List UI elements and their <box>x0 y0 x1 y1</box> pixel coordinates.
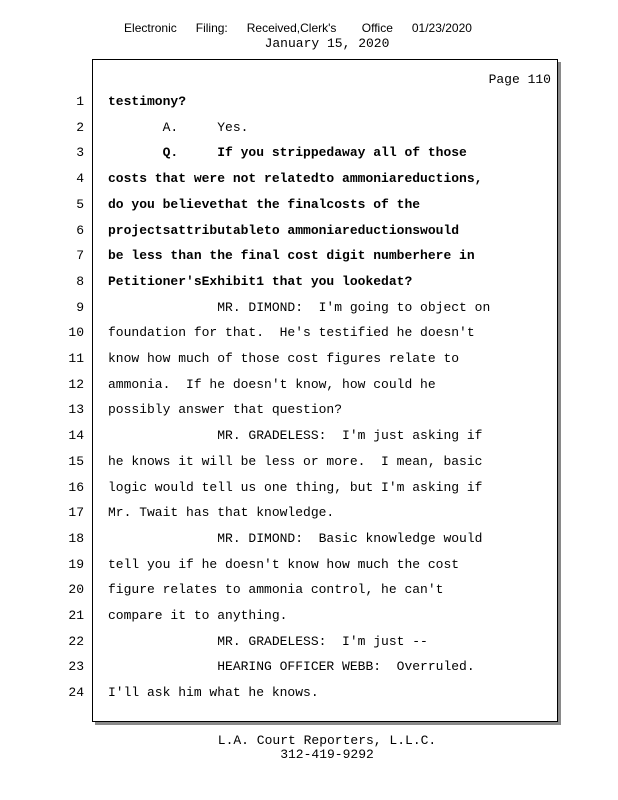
transcript-line-text: Petitioner'sExhibit1 that you lookedat? <box>108 274 413 289</box>
line-number: 23 <box>68 659 84 674</box>
line-number: 9 <box>76 300 84 315</box>
transcript-line-text: costs that were not relatedto ammoniareductions, <box>108 171 483 186</box>
transcript-line-text: be less than the final cost digit numberhere in <box>108 248 475 263</box>
transcript-line-text: MR. DIMOND: Basic knowledge would <box>108 531 483 546</box>
line-number: 16 <box>68 480 84 495</box>
transcript-line-text: Mr. Twait has that knowledge. <box>108 505 335 520</box>
line-number: 19 <box>68 557 84 572</box>
transcript-line-text: projectsattributableto ammoniareductionswould <box>108 223 460 238</box>
transcript-line-text: MR. DIMOND: I'm going to object on <box>108 300 491 315</box>
line-number: 6 <box>76 223 84 238</box>
reporter-phone: 312-419-9292 <box>280 747 374 762</box>
transcript-line-text: A. Yes. <box>108 120 249 135</box>
transcript-line-text: MR. GRADELESS: I'm just -- <box>108 634 428 649</box>
line-number: 15 <box>68 454 84 469</box>
transcript-line-text: possibly answer that question? <box>108 402 343 417</box>
line-number: 21 <box>68 608 84 623</box>
transcript-line-text: testimony? <box>108 94 187 109</box>
line-number: 11 <box>68 351 84 366</box>
line-number: 5 <box>76 197 84 212</box>
line-number: 22 <box>68 634 84 649</box>
line-number: 20 <box>68 582 84 597</box>
transcript-line-text: compare it to anything. <box>108 608 288 623</box>
line-number: 2 <box>76 120 84 135</box>
line-number: 18 <box>68 531 84 546</box>
transcript-line-text: ammonia. If he doesn't know, how could he <box>108 377 436 392</box>
transcript-line-text: HEARING OFFICER WEBB: Overruled. <box>108 659 475 674</box>
transcript-date: January 15, 2020 <box>264 36 390 51</box>
transcript-line-text: do you believethat the finalcosts of the <box>108 197 421 212</box>
transcript-line-text: Q. If you strippedaway all of those <box>108 145 467 160</box>
line-number: 13 <box>68 402 84 417</box>
line-number: 8 <box>76 274 84 289</box>
line-number: 14 <box>68 428 84 443</box>
transcript-line-text: foundation for that. He's testified he doesn't <box>108 325 475 340</box>
line-number: 17 <box>68 505 84 520</box>
line-number: 3 <box>76 145 84 160</box>
transcript-line-text: he knows it will be less or more. I mean, basic <box>108 454 483 469</box>
line-number: 7 <box>76 248 84 263</box>
line-number: 24 <box>68 685 84 700</box>
transcript-line-text: MR. GRADELESS: I'm just asking if <box>108 428 483 443</box>
transcript-line-text: I'll ask him what he knows. <box>108 685 319 700</box>
line-number: 1 <box>76 94 84 109</box>
line-number: 10 <box>68 325 84 340</box>
transcript-line-text: know how much of those cost figures relate to <box>108 351 460 366</box>
transcript-line-text: tell you if he doesn't know how much the cost <box>108 557 460 572</box>
page-number: Page 110 <box>488 72 551 87</box>
reporter-company: L.A. Court Reporters, L.L.C. <box>217 733 437 748</box>
line-number: 4 <box>76 171 84 186</box>
filing-stamp: Electronic Filing: Received,Clerk's Office 01/23/2020 <box>124 21 472 35</box>
line-number: 12 <box>68 377 84 392</box>
transcript-line-text: figure relates to ammonia control, he can't <box>108 582 444 597</box>
transcript-line-text: logic would tell us one thing, but I'm asking if <box>108 480 483 495</box>
